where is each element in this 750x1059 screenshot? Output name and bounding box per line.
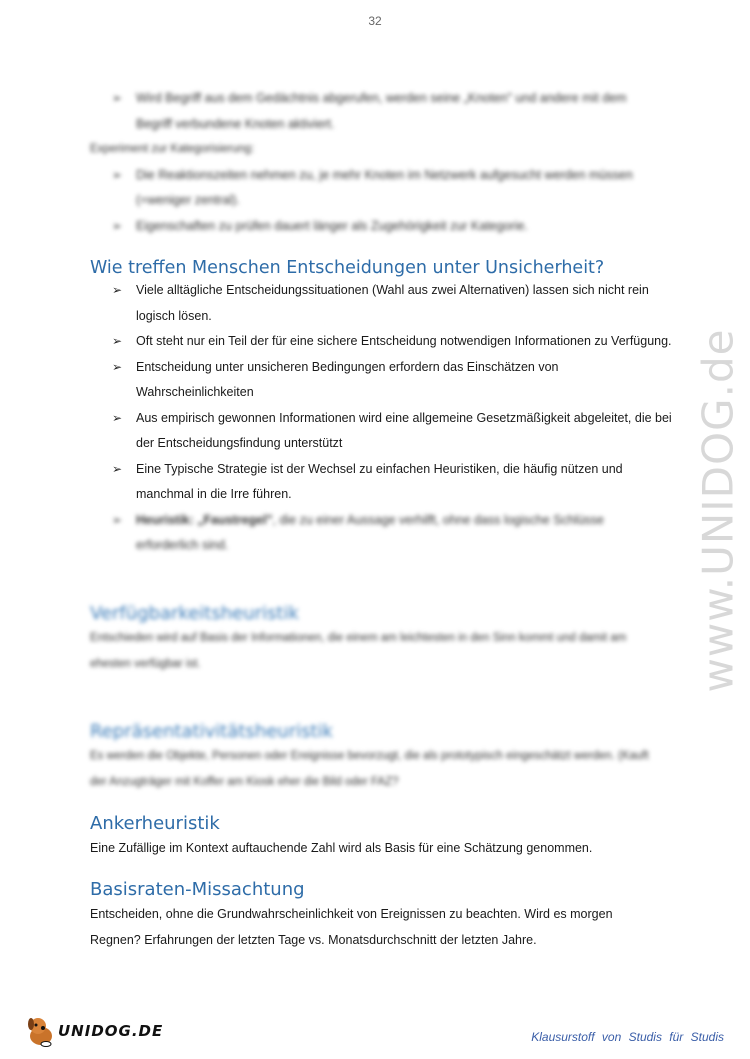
decisions-section: [90, 256, 660, 280]
decisions-list: [112, 278, 672, 559]
heuristik-term: Heuristik: „Faustregel": [136, 512, 273, 527]
list-item: ➢ Eigenschaften zu prüfen dauert länger als Zugehörigkeit zur Kategorie.: [112, 214, 660, 240]
section-heading: Ankerheuristik: [90, 813, 220, 834]
dog-icon: [24, 1014, 58, 1048]
footer-tagline: Klausurstoff von Studis für Studis: [531, 1030, 724, 1044]
list-item: [112, 508, 612, 559]
section-heading: Repräsentativitätsheuristik: [90, 721, 333, 742]
section-heading: Basisraten-Missachtung: [90, 879, 305, 900]
unidog-logo[interactable]: [24, 1012, 164, 1048]
basisraten-section: [90, 878, 650, 953]
list-item: ➢ Viele alltägliche Entscheidungssituationen (Wahl aus zwei Alternativen) lassen sich nicht rein logisch lösen.: [112, 278, 672, 329]
repraesentativ-section: [90, 720, 650, 795]
heuristik-definition: , die zu einer Aussage verhilft, ohne dass logische Schlüsse erforderlich sind.: [136, 512, 604, 552]
list-item: ➢ Entscheidung unter unsicheren Bedingungen erfordern das Einschätzen von Wahrscheinlichkeiten: [112, 355, 672, 406]
anker-section: [90, 812, 670, 862]
list-item: ➢ Aus empirisch gewonnen Informationen wird eine allgemeine Gesetzmäßigkeit abgeleitet, die bei der Entscheidungsfindung unterstützt: [112, 406, 672, 457]
watermark: [618, 280, 750, 740]
list-item: ➢ Oft steht nur ein Teil der für eine sichere Entscheidung notwendigen Informationen zu Verfügung.: [112, 329, 672, 355]
list-item: ➢ Eine Typische Strategie ist der Wechsel zu einfachen Heuristiken, die häufig nützen und manchmal in die Irre führen.: [112, 457, 672, 508]
section-heading: Verfügbarkeitsheuristik: [90, 603, 299, 624]
page-number: 32: [368, 14, 382, 28]
logo-text: UNIDOG.DE: [58, 1022, 164, 1040]
list-item: ➢ Wird Begriff aus dem Gedächtnis abgerufen, werden seine „Knoten" und andere mit dem Begriff verbundene Knoten aktiviert.: [112, 86, 652, 137]
experiment-label: Experiment zur Kategorisierung:: [90, 143, 255, 155]
section-text: Eine Zufällige im Kontext auftauchende Zahl wird als Basis für eine Schätzung genommen.: [90, 841, 593, 855]
watermark-text: www.UNIDOG.de: [693, 328, 743, 692]
section-heading: Wie treffen Menschen Entscheidungen unter Unsicherheit?: [90, 258, 605, 278]
list-item: ➢ Die Reaktionszeiten nehmen zu, je mehr Knoten im Netzwerk aufgesucht werden müssen (=weniger zentral).: [112, 163, 660, 214]
verfuegbarkeit-section: [90, 602, 650, 677]
blurred-top-section: [112, 86, 652, 137]
experiment-section: [90, 137, 660, 239]
section-text: Entschieden wird auf Basis der Informationen, die einem am leichtesten in den Sinn kommt und damit am ehesten verfügbar ist.: [90, 632, 627, 670]
section-text: Entscheiden, ohne die Grundwahrscheinlichkeit von Ereignissen zu beachten. Wird es morgen Regnen? Erfahrungen der letzten Tage vs. Monatsdurchschnitt der letzten Jahre.: [90, 907, 613, 947]
section-text: Es werden die Objekte, Personen oder Ereignisse bevorzugt, die als prototypisch eingeschätzt werden. (Kauft der Anzugträger mit Koffer am Kiosk eher die Bild oder FAZ?: [90, 750, 649, 788]
